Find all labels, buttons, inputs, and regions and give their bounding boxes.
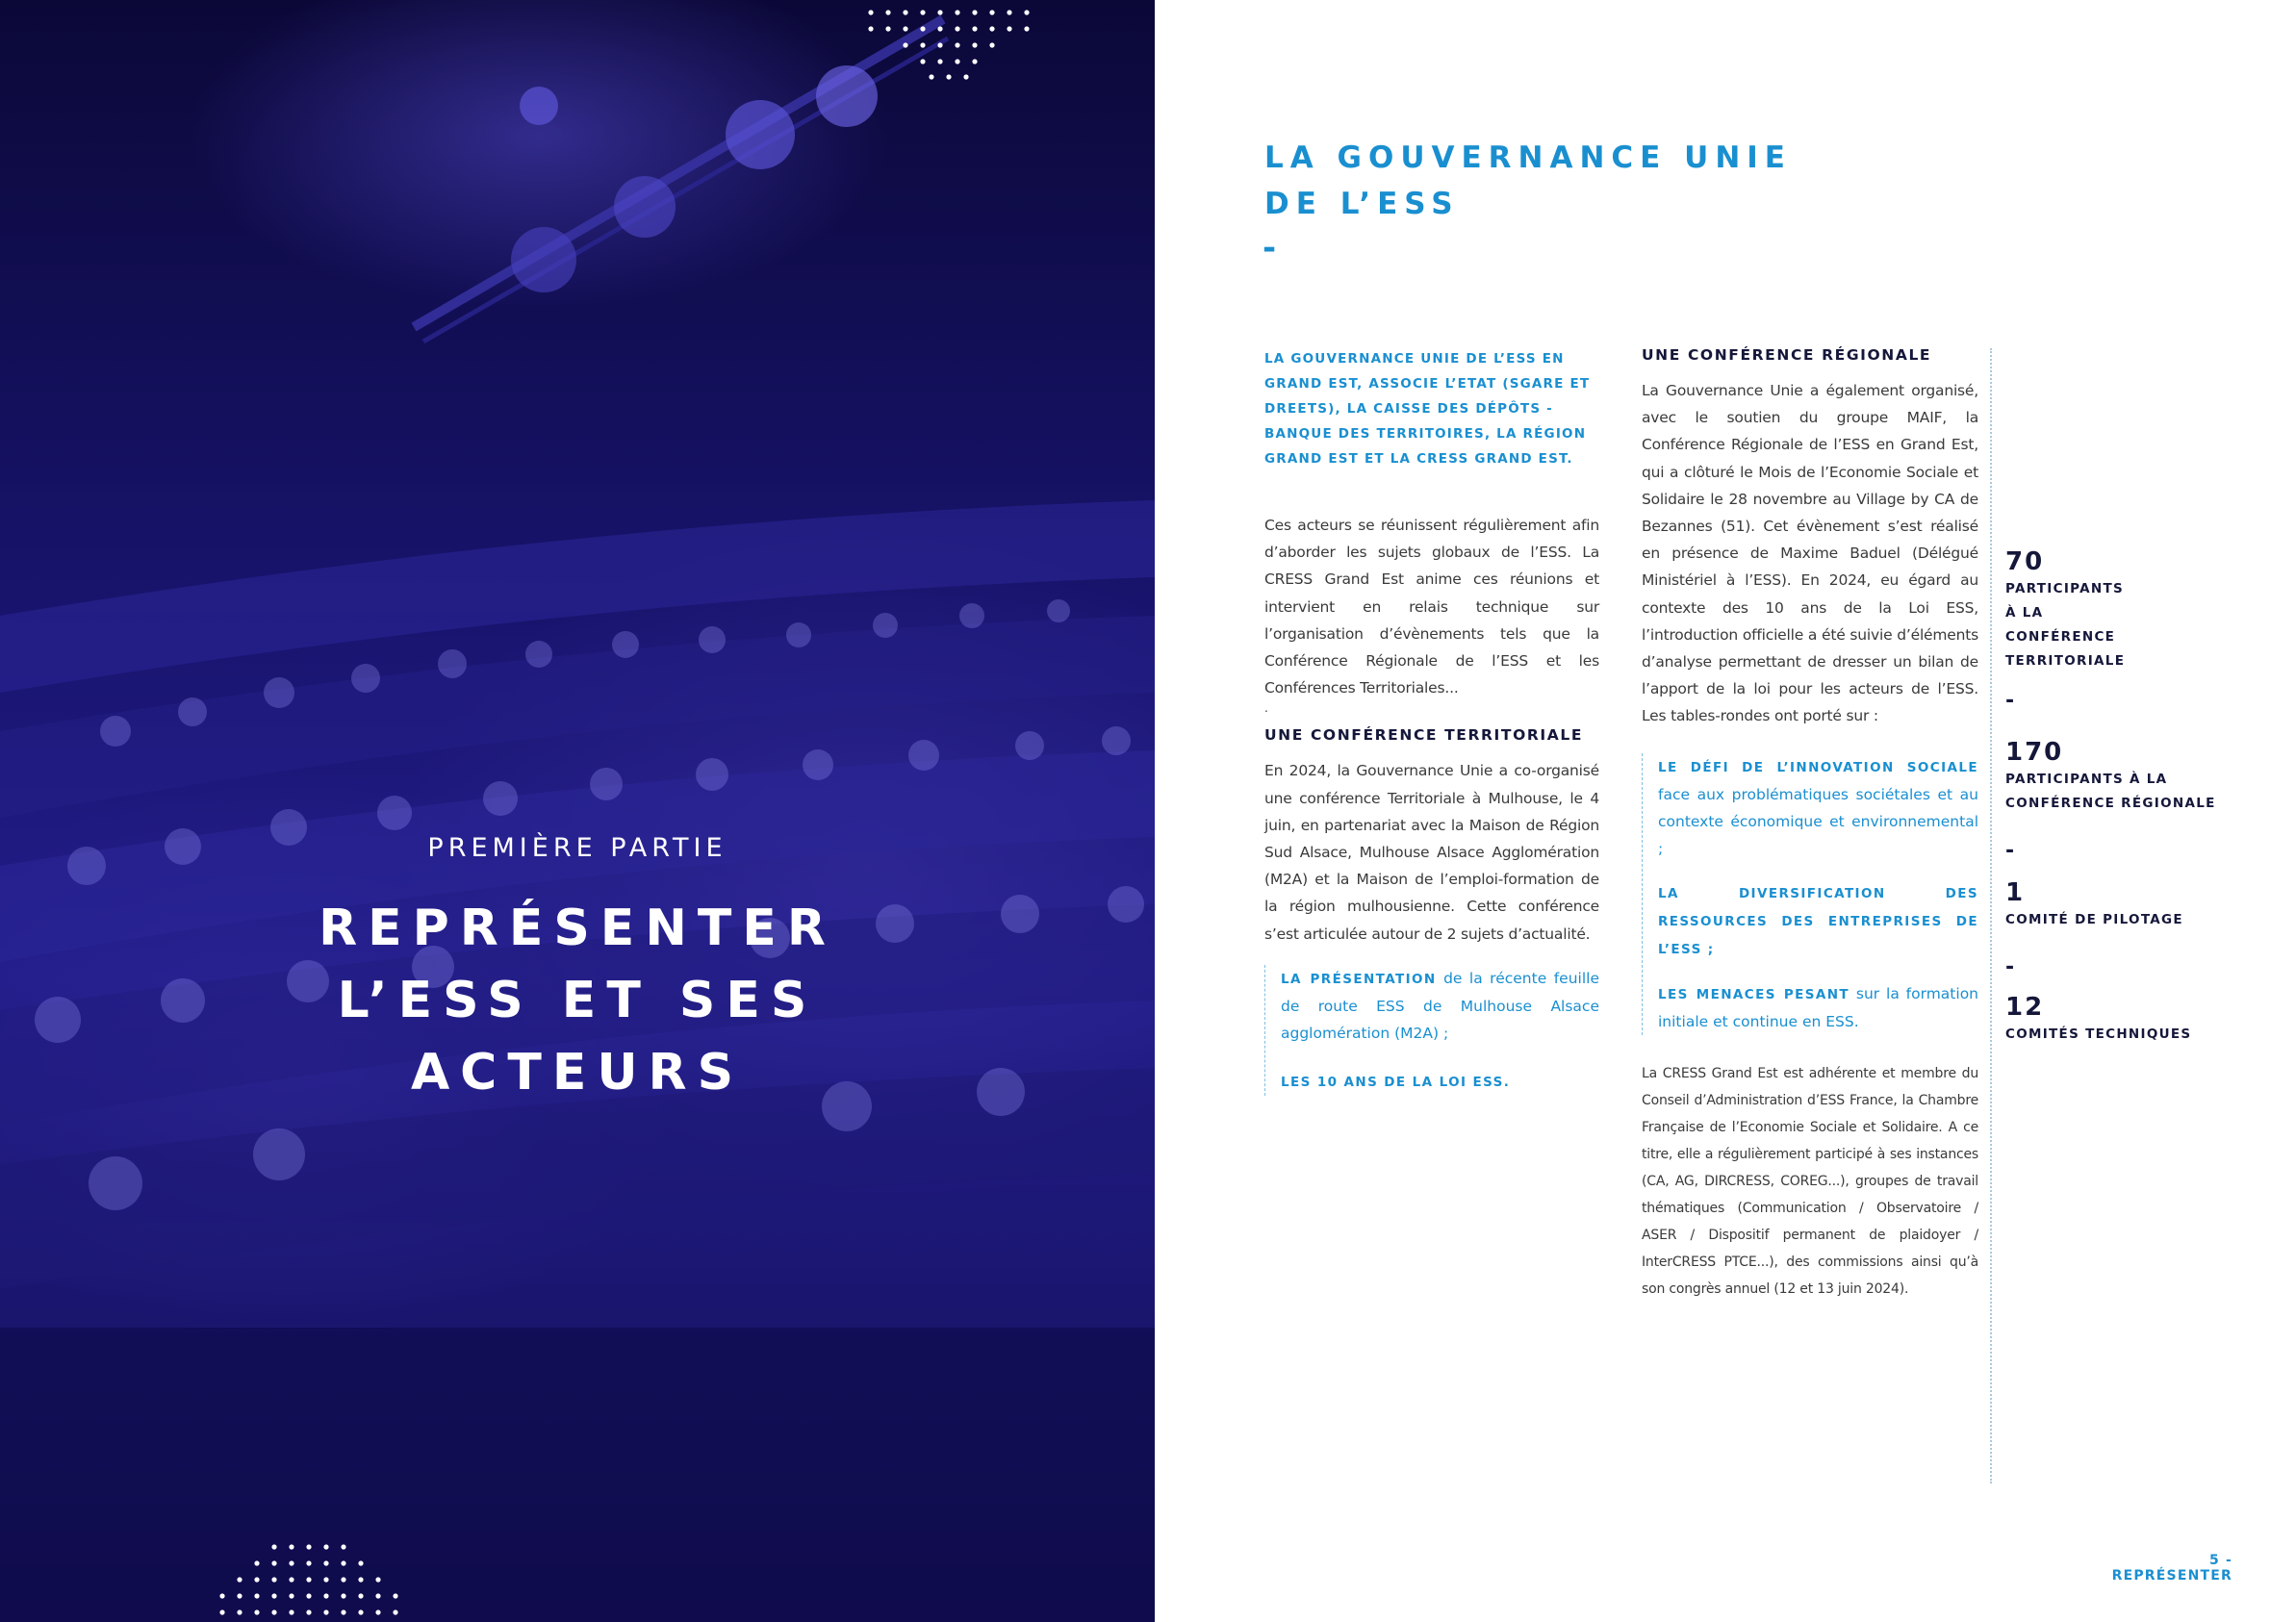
stat-label: COMITÉS TECHNIQUES bbox=[2005, 1026, 2192, 1042]
page-footer: 5 - REPRÉSENTER bbox=[2111, 1553, 2232, 1584]
stat-label: PARTICIPANTS À LA CONFÉRENCE RÉGIONALE bbox=[2005, 772, 2216, 811]
stat-item bbox=[2005, 546, 2236, 673]
intro-lead: LA GOUVERNANCE UNIE DE L’ESS EN GRAND EST, ASSOCIE L’ETAT (SGARE ET DREETS), LA CAISSE DES DÉPÔTS - BANQUE DES TERRITOIRES, LA RÉGION GRAND EST ET LA CRESS GRAND EST. bbox=[1264, 351, 1591, 467]
column-left bbox=[1264, 346, 1599, 1096]
territoriale-paragraph: En 2024, la Gouvernance Unie a co-organisé une conférence Territoriale à Mulhouse, le 4 juin, en partenariat avec la Maison de Région Sud Alsace, Mulhouse Alsace Agglomération (M2A) et la Maison de l’emploi-formation de la région mulhousienne. Cette conférence s’est articulée autour de 2 sujets d’actualité. bbox=[1264, 762, 1599, 943]
territoriale-topics bbox=[1264, 965, 1599, 1096]
topic-item bbox=[1658, 879, 1978, 963]
intro-paragraph: Ces acteurs se réunissent régulièrement afin d’aborder les sujets globaux de l’ESS. La CRESS Grand Est anime ces réunions et intervient en relais technique sur l’organisation d’évènements tels que la Conférence Régionale de l’ESS et les Conférences Territoriales... bbox=[1264, 517, 1599, 697]
stat-item bbox=[2005, 877, 2236, 932]
section-title-line-1: REPRÉSENTER bbox=[319, 900, 836, 957]
section-kicker: PREMIÈRE PARTIE bbox=[427, 833, 727, 863]
key-figures bbox=[2005, 546, 2236, 1047]
section-title-line-2: L’ESS ET SES bbox=[337, 972, 818, 1029]
topic-key: LE DÉFI DE L’INNOVATION SOCIALE bbox=[1658, 759, 1978, 775]
column-divider bbox=[1990, 348, 1992, 1483]
section-title bbox=[289, 893, 866, 1109]
topic-item bbox=[1658, 980, 1978, 1035]
stat-item bbox=[2005, 992, 2236, 1047]
stat-label: COMITÉ DE PILOTAGE bbox=[2005, 912, 2183, 927]
regionale-paragraph: La Gouvernance Unie a également organisé, avec le soutien du groupe MAIF, la Conférence Régionale de l’ESS en Grand Est, qui a clôturé le Mois de l’Economie Sociale et Solidaire le 28 novembre au Village by CA de Bezannes (51). Cet évènement s’est réalisé en présence de Maxime Baduel (Délégué Ministériel à l’ESS). En 2024, eu égard au contexte des 10 ans de la Loi ESS, l’introduction officielle a été suivie d’éléments d’analyse permettant de dresser un bilan de l’apport de la loi pour les acteurs de l’ESS. Les tables-rondes ont porté sur : bbox=[1642, 382, 1978, 725]
stat-number: 70 bbox=[2005, 547, 2045, 576]
page-title-line-1: LA GOUVERNANCE UNIE bbox=[1264, 140, 1792, 175]
topic-item bbox=[1281, 965, 1599, 1047]
decorative-dots-bottom bbox=[219, 1541, 398, 1622]
topic-key: LES MENACES PESANT bbox=[1658, 986, 1850, 1002]
stat-separator: - bbox=[2005, 689, 2015, 713]
regionale-topics bbox=[1642, 753, 1978, 1035]
subhead-territoriale: UNE CONFÉRENCE TERRITORIALE bbox=[1264, 726, 1584, 745]
stat-separator: - bbox=[2005, 955, 2015, 979]
decorative-dots-top bbox=[866, 8, 1039, 85]
topic-key: LES 10 ANS DE LA LOI ESS. bbox=[1281, 1074, 1511, 1090]
topic-text: sur la formation initiale et continue en ESS. bbox=[1658, 984, 1978, 1030]
topic-key: LA DIVERSIFICATION DES RESSOURCES DES ENTREPRISES DE L’ESS ; bbox=[1658, 885, 1978, 957]
stat-number: 170 bbox=[2005, 738, 2064, 767]
subhead-regionale: UNE CONFÉRENCE RÉGIONALE bbox=[1642, 346, 1932, 364]
stat-number: 1 bbox=[2005, 878, 2026, 907]
topic-key: LA PRÉSENTATION bbox=[1281, 971, 1437, 987]
page-title bbox=[1264, 135, 1938, 227]
page-title-line-2: DE L’ESS bbox=[1264, 187, 1460, 221]
topic-item bbox=[1658, 753, 1978, 862]
column-right bbox=[1642, 346, 1978, 1303]
stat-item bbox=[2005, 737, 2236, 816]
stat-number: 12 bbox=[2005, 993, 2045, 1022]
topic-text: face aux problématiques sociétales et au contexte économique et environnemental ; bbox=[1658, 785, 1978, 857]
topic-text: de la récente feuille de route ESS de Mulhouse Alsace agglomération (M2A) ; bbox=[1281, 969, 1599, 1042]
stat-separator: - bbox=[2005, 839, 2015, 863]
topic-item bbox=[1281, 1068, 1599, 1096]
separator-dot: . bbox=[1264, 701, 1268, 716]
section-title-line-3: ACTEURS bbox=[410, 1044, 745, 1102]
title-dash: - bbox=[1263, 229, 1277, 267]
stat-label: PARTICIPANTS À LA CONFÉRENCE TERRITORIALE bbox=[2005, 581, 2126, 669]
membership-paragraph: La CRESS Grand Est est adhérente et membre du Conseil d’Administration d’ESS France, la Chambre Française de l’Economie Sociale et Solidaire. A ce titre, elle a régulièrement participé à ses instances (CA, AG, DIRCRESS, COREG...), groupes de travail thématiques (Communication / Observatoire / ASER / Dispositif permanent de plaidoyer / InterCRESS PTCE...), des commissions ainsi qu’à son congrès annuel (12 et 13 juin 2024). bbox=[1642, 1065, 1978, 1297]
